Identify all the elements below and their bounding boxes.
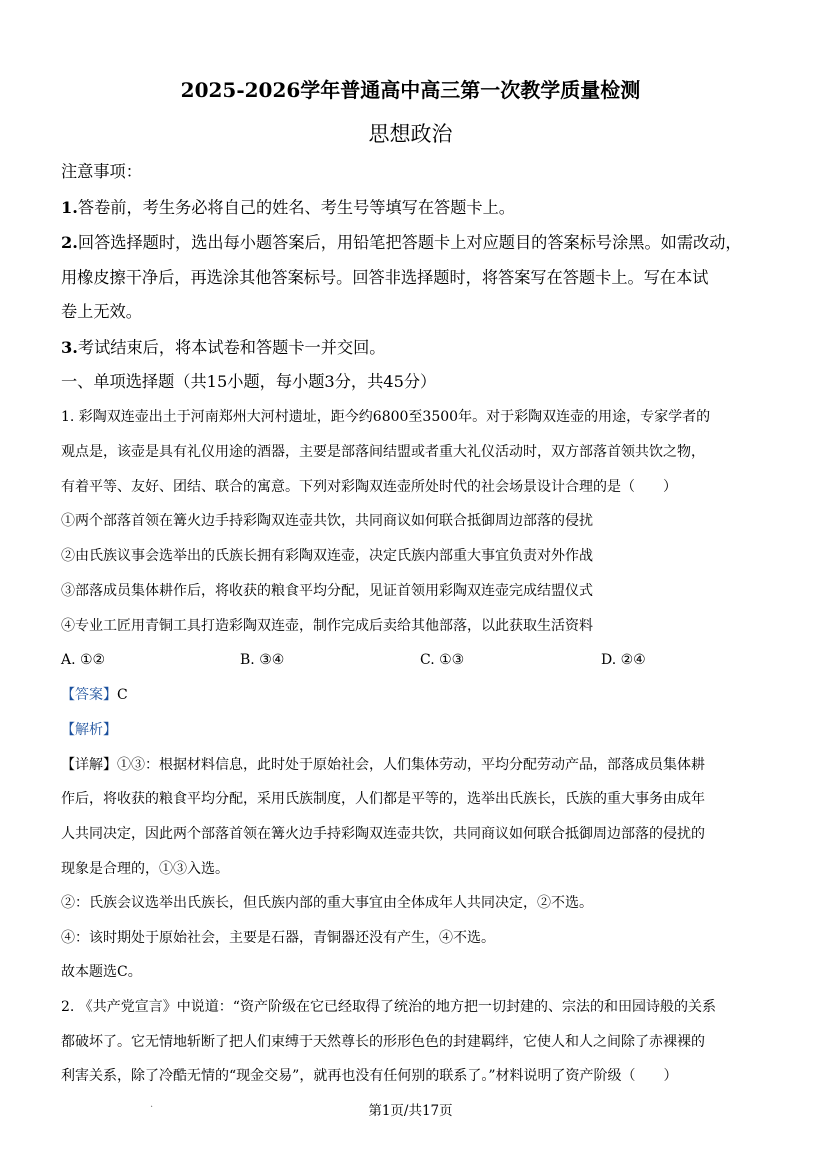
q1-analysis-label — [61, 720, 117, 740]
analysis-label: 【解析】 — [61, 722, 117, 738]
notice-item-1 — [61, 198, 515, 218]
q1-statement-1: ①两个部落首领在篝火边手持彩陶双连壶共饮，共同商议如何联合抵御周边部落的侵扰 — [61, 513, 593, 529]
q1-statement-2: ②由氏族议事会选举出的氏族长拥有彩陶双连壶，决定氏族内部重大事宜负责对外作战 — [61, 548, 593, 564]
q1-detail-line-6: ④：该时期处于原始社会，主要是石器，青铜器还没有产生，④不选。 — [61, 930, 495, 946]
footer-dot: . — [150, 1099, 154, 1110]
notice-item-3 — [61, 338, 385, 358]
q1-answer — [61, 685, 128, 705]
q1-detail-line-2: 作后，将收获的粮食平均分配，采用氏族制度，人们都是平等的，选举出氏族长，氏族的重大事务由成年 — [61, 791, 705, 807]
answer-value: C — [117, 687, 128, 703]
q2-stem-line-1: 2. 《共产党宣言》中说道：“资产阶级在它已经取得了统治的地方把一切封建的、宗法的和田园诗般的关系 — [61, 999, 716, 1015]
section-heading: 一、单项选择题（共15小题，每小题3分，共45分） — [61, 372, 437, 391]
notice-item-1-num: 1. — [61, 198, 78, 217]
q1-stem-line-1: 1. 彩陶双连壶出土于河南郑州大河村遗址，距今约6800至3500年。对于彩陶双连壶的用途，专家学者的 — [61, 409, 711, 425]
q1-options — [61, 650, 761, 670]
notice-heading: 注意事项： — [61, 162, 142, 181]
exam-title: 2025-2026学年普通高中高三第一次教学质量检测 — [180, 78, 641, 102]
notice-item-2-line-2: 用橡皮擦干净后，再选涂其他答案标号。回答非选择题时，将答案写在答题卡上。写在本试 — [61, 268, 709, 287]
answer-label: 【答案】 — [61, 687, 117, 703]
q1-option-a: A. ①② — [61, 652, 106, 668]
notice-item-2-line-1: 回答选择题时，选出每小题答案后，用铅笔把答题卡上对应题目的答案标号涂黑。如需改动， — [77, 233, 742, 252]
q1-option-c: C. ①③ — [420, 652, 465, 668]
q1-statement-4: ④专业工匠用青铜工具打造彩陶双连壶，制作完成后卖给其他部落，以此获取生活资料 — [61, 618, 593, 634]
q1-stem-line-2: 观点是，该壶是具有礼仪用途的酒器，主要是部落间结盟或者重大礼仪活动时，双方部落首领共饮之物， — [61, 444, 705, 460]
q1-detail-line-4: 现象是合理的，①③入选。 — [61, 861, 229, 877]
q1-option-d: D. ②④ — [601, 652, 646, 668]
q2-stem-line-3: 利害关系，除了冷酷无情的“现金交易”，就再也没有任何别的联系了。”材料说明了资产阶级（ ） — [61, 1068, 678, 1084]
detail-label: 【详解】 — [61, 757, 117, 773]
q1-detail-line-7: 故本题选C。 — [61, 964, 142, 980]
q1-option-b: B. ③④ — [240, 652, 285, 668]
q1-detail-line-5: ②：氏族会议选举出氏族长，但氏族内部的重大事宜由全体成年人共同决定，②不选。 — [61, 895, 593, 911]
q1-detail-line-1 — [61, 755, 705, 775]
q1-stem-line-3: 有着平等、友好、团结、联合的寓意。下列对彩陶双连壶所处时代的社会场景设计合理的是（ ） — [61, 479, 677, 495]
q1-detail-line-3: 人共同决定，因此两个部落首领在篝火边手持彩陶双连壶共饮，共同商议如何联合抵御周边部落的侵扰的 — [61, 826, 705, 842]
notice-item-2-num: 2. — [61, 233, 78, 252]
notice-item-3-text: 考试结束后，将本试卷和答题卡一并交回。 — [77, 338, 386, 357]
notice-item-1-text: 答卷前，考生务必将自己的姓名、考生号等填写在答题卡上。 — [77, 198, 515, 217]
detail-text-1: ①③：根据材料信息，此时处于原始社会，人们集体劳动，平均分配劳动产品，部落成员集体耕 — [117, 757, 705, 773]
q1-statement-3: ③部落成员集体耕作后，将收获的粮食平均分配，见证首领用彩陶双连壶完成结盟仪式 — [61, 583, 593, 599]
q2-stem-line-2: 都破坏了。它无情地斩断了把人们束缚于天然尊长的形形色色的封建羁绊，它使人和人之间除了赤裸裸的 — [61, 1034, 705, 1050]
subject-title: 思想政治 — [368, 122, 453, 146]
notice-item-2-line-3: 卷上无效。 — [61, 302, 142, 321]
page-number: 第1页/共17页 — [368, 1103, 453, 1119]
notice-item-3-num: 3. — [61, 338, 78, 357]
notice-item-2 — [61, 233, 742, 253]
